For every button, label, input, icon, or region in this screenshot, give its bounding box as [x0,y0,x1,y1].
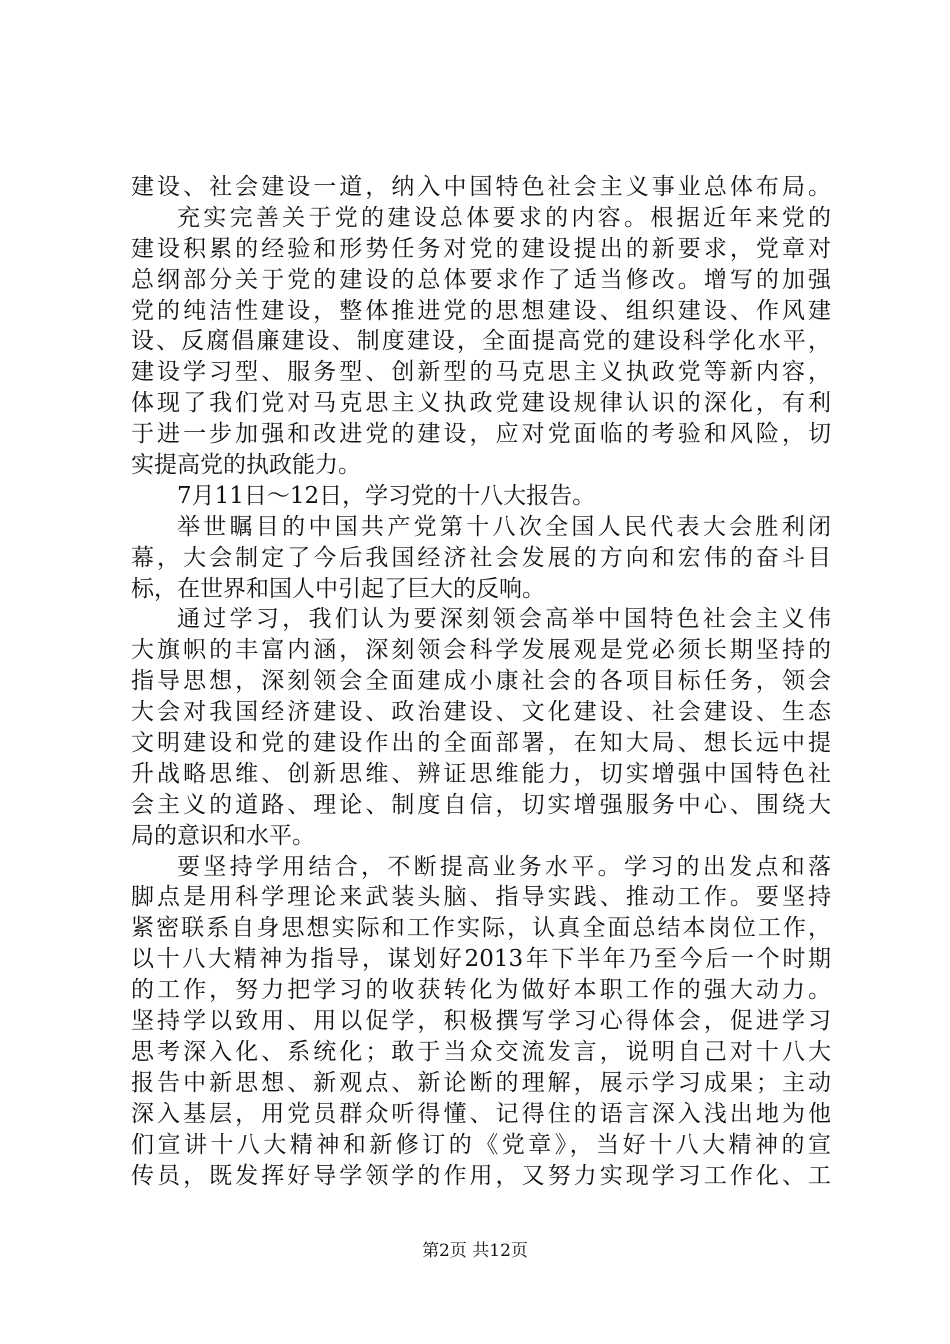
text-line: 以十八大精神为指导，谋划好2013年下半年乃至今后一个时期 [131,946,831,973]
text-line: 们宣讲十八大精神和新修订的《党章》，当好十八大精神的宣 [131,1131,831,1158]
text-line: 举世瞩目的中国共产党第十八次全国人民代表大会胜利闭 [177,513,831,540]
text-line: 建设积累的经验和形势任务对党的建设提出的新要求，党章对 [131,235,831,262]
text-line: 大会对我国经济建设、政治建设、文化建设、社会建设、生态 [131,699,831,726]
text-line: 标，在世界和国人中引起了巨大的反响。 [131,575,545,602]
text-line: 指导思想，深刻领会全面建成小康社会的各项目标任务，领会 [131,668,831,695]
text-line: 大旗帜的丰富内涵，深刻领会科学发展观是党必须长期坚持的 [131,637,831,664]
text-line: 的工作，努力把学习的收获转化为做好本职工作的强大动力。 [131,977,831,1004]
text-line: 紧密联系自身思想实际和工作实际，认真全面总结本岗位工作， [131,915,831,942]
text-line: 坚持学以致用、用以促学，积极撰写学习心得体会，促进学习 [131,1008,831,1035]
text-line: 设、反腐倡廉建设、制度建设，全面提高党的建设科学化水平， [131,328,831,355]
text-line: 党的纯洁性建设，整体推进党的思想建设、组织建设、作风建 [131,297,831,324]
text-line: 思考深入化、系统化；敢于当众交流发言，说明自己对十八大 [131,1038,831,1065]
text-line: 于进一步加强和改进党的建设，应对党面临的考验和风险，切 [131,421,831,448]
text-line: 体现了我们党对马克思主义执政党建设规律认识的深化，有利 [131,390,831,417]
text-line: 总纲部分关于党的建设的总体要求作了适当修改。增写的加强 [131,266,831,293]
text-line: 脚点是用科学理论来武装头脑、指导实践、推动工作。要坚持 [131,884,831,911]
text-line: 建设、社会建设一道，纳入中国特色社会主义事业总体布局。 [131,174,831,200]
text-line: 会主义的道路、理论、制度自信，切实增强服务中心、围绕大 [131,791,831,818]
text-line: 升战略思维、创新思维、辨证思维能力，切实增强中国特色社 [131,760,831,787]
text-line: 要坚持学用结合，不断提高业务水平。学习的出发点和落 [177,853,831,880]
text-line: 局的意识和水平。 [131,822,315,849]
page-number-footer: 第2页 共12页 [422,1241,528,1261]
text-line: 实提高党的执政能力。 [131,452,361,479]
text-line: 7月11日～12日，学习党的十八大报告。 [177,482,596,509]
text-line: 深入基层，用党员群众听得懂、记得住的语言深入浅出地为他 [131,1100,831,1127]
text-line: 充实完善关于党的建设总体要求的内容。根据近年来党的 [177,204,831,231]
text-line: 建设学习型、服务型、创新型的马克思主义执政党等新内容， [131,359,831,386]
text-line: 幕，大会制定了今后我国经济社会发展的方向和宏伟的奋斗目 [131,544,831,571]
text-line: 文明建设和党的建设作出的全面部署，在知大局、想长远中提 [131,730,831,757]
text-line: 通过学习，我们认为要深刻领会高举中国特色社会主义伟 [177,606,831,633]
text-line: 传员，既发挥好导学领学的作用，又努力实现学习工作化、工 [131,1162,831,1189]
text-line: 报告中新思想、新观点、新论断的理解，展示学习成果；主动 [131,1069,831,1096]
body-text [131,172,831,1191]
